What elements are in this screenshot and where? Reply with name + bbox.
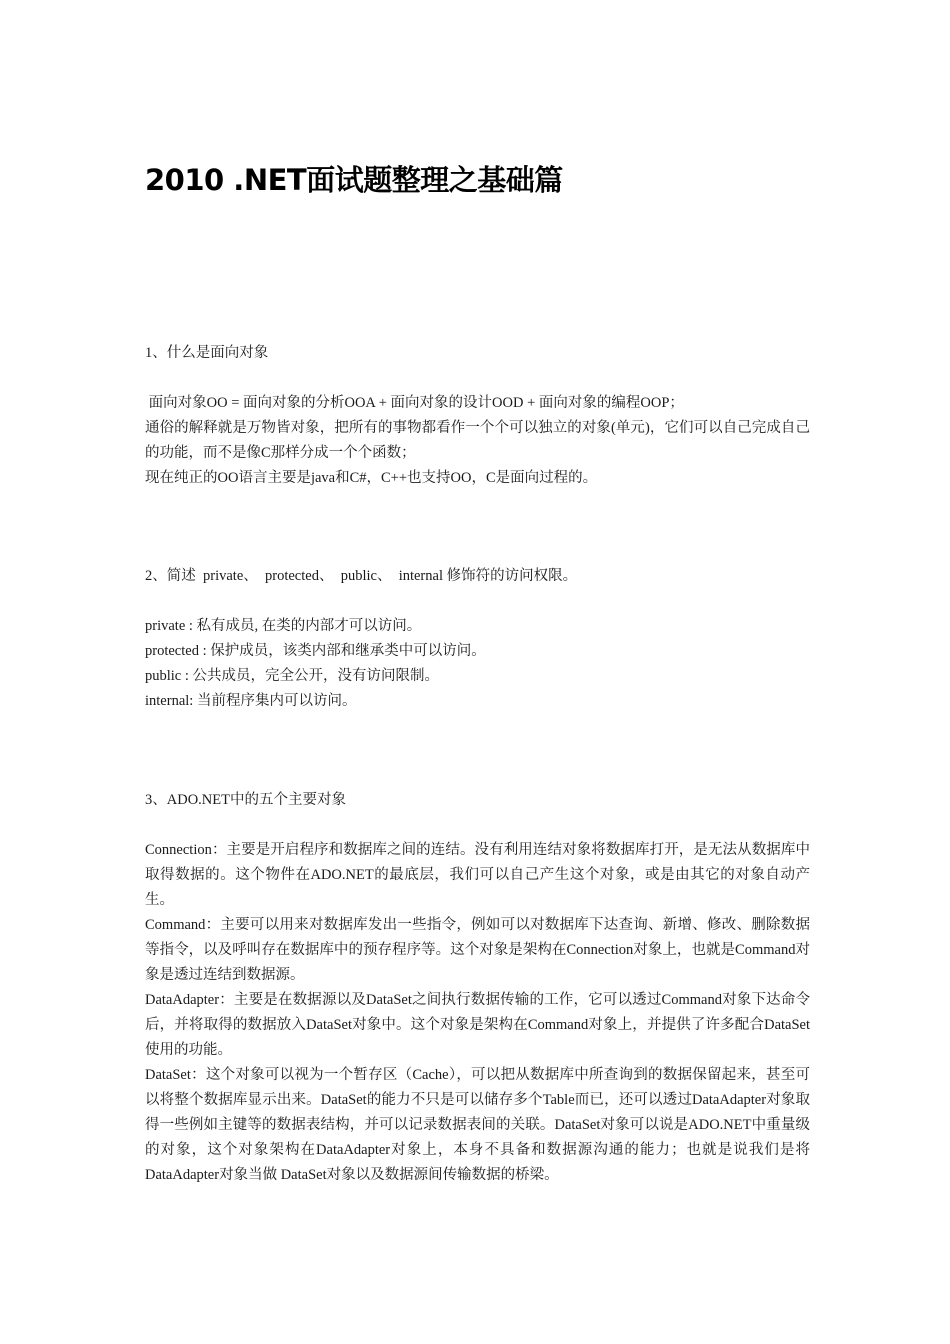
section-heading: 3、ADO.NET中的五个主要对象 bbox=[145, 792, 346, 808]
paragraph: Connection：主要是开启程序和数据库之间的连结。没有利用连结对象将数据库打开，是无法从数据库中取得数据的。这个物件在ADO.NET的最底层，我们可以自己产生这个对象，或是由其它的对象自动产生。 bbox=[145, 842, 810, 908]
document-title: 2010 .NET面试题整理之基础篇 bbox=[145, 163, 563, 197]
section-3 bbox=[145, 788, 810, 813]
paragraph: 面向对象OO = 面向对象的分析OOA + 面向对象的设计OOD + 面向对象的编程OOP； bbox=[145, 395, 684, 411]
paragraph: public : 公共成员，完全公开，没有访问限制。 bbox=[145, 668, 440, 684]
section-heading: 1、什么是面向对象 bbox=[145, 345, 269, 361]
section-2 bbox=[145, 564, 810, 589]
paragraph: 现在纯正的OO语言主要是java和C#，C++也支持OO，C是面向过程的。 bbox=[145, 470, 598, 486]
paragraph: private : 私有成员, 在类的内部才可以访问。 bbox=[145, 618, 422, 634]
section-1-body bbox=[145, 391, 810, 491]
paragraph: protected : 保护成员，该类内部和继承类中可以访问。 bbox=[145, 643, 486, 659]
paragraph: DataSet：这个对象可以视为一个暂存区（Cache），可以把从数据库中所查询到的数据保留起来，甚至可以将整个数据库显示出来。DataSet的能力不只是可以储存多个Table而已，还可以透过DataAdapter对象取得一些例如主键等的数据表结构，并可以记录数据表间的关联。DataSet对象可以说是ADO.NET中重量级的对象，这个对象架构在DataAdapter对象上，本身不具备和数据源沟通的能力；也就是说我们是将DataAdapter对象当做 DataSet对象以及数据源间传输数据的桥梁。 bbox=[145, 1067, 810, 1183]
section-3-body bbox=[145, 838, 810, 1188]
section-heading: 2、简述 private、 protected、 public、 internal 修饰符的访问权限。 bbox=[145, 568, 578, 584]
paragraph: DataAdapter：主要是在数据源以及DataSet之间执行数据传输的工作，它可以透过Command对象下达命令后，并将取得的数据放入DataSet对象中。这个对象是架构在Command对象上，并提供了许多配合DataSet使用的功能。 bbox=[145, 992, 810, 1058]
paragraph: internal: 当前程序集内可以访问。 bbox=[145, 693, 357, 709]
paragraph: Command：主要可以用来对数据库发出一些指令，例如可以对数据库下达查询、新增、修改、删除数据等指令，以及呼叫存在数据库中的预存程序等。这个对象是架构在Connection对象上，也就是Command对象是透过连结到数据源。 bbox=[145, 917, 810, 983]
section-1 bbox=[145, 341, 810, 366]
section-2-body bbox=[145, 614, 810, 714]
paragraph: 通俗的解释就是万物皆对象，把所有的事物都看作一个个可以独立的对象(单元)，它们可以自己完成自己的功能，而不是像C那样分成一个个函数； bbox=[145, 420, 810, 461]
